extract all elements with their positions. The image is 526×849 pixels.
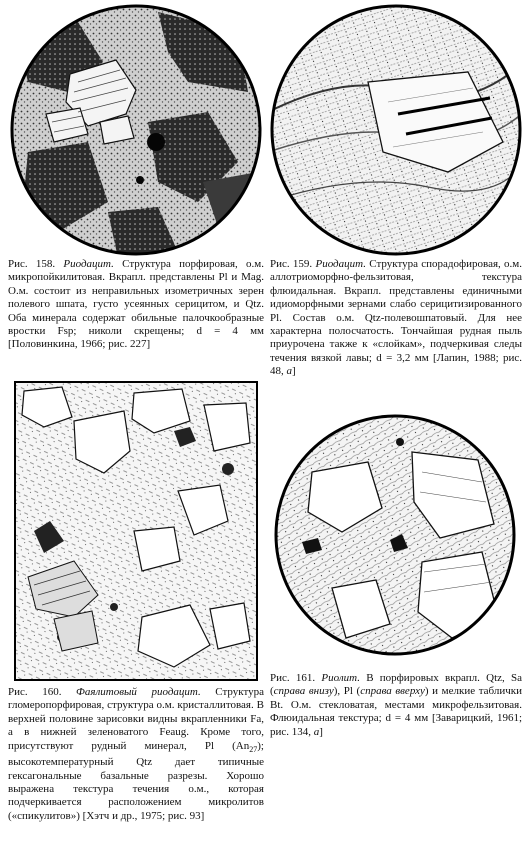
caption-159-end: ]: [292, 365, 296, 378]
caption-158: [8, 258, 264, 352]
caption-158-rock: Риодацит.: [63, 258, 114, 270]
figure-161-micrograph: [272, 412, 518, 658]
caption-161-t4: ]: [319, 725, 323, 738]
caption-161-i3: а: [313, 725, 320, 738]
caption-159-tail: а: [286, 365, 292, 378]
caption-161-t3: ) и мелкие таблички Bt. О.м. стекловатая, местами микрофельзитовая. Флюидальная текстура; d = 4 мм [Заварицкий, 1961; рис. 134,: [270, 685, 523, 738]
figure-160-drawing: [14, 381, 258, 681]
caption-160: [8, 686, 264, 823]
caption-161-t1: В порфировых вкрапл. Qtz, Sa (: [270, 672, 523, 698]
caption-161-i1: справа внизу: [273, 685, 334, 698]
caption-159: [270, 258, 522, 379]
caption-159-rock: Риодацит.: [315, 258, 366, 270]
caption-160-subscript: 27: [249, 744, 258, 754]
caption-160-prefix: Рис. 160.: [8, 686, 62, 698]
caption-159-prefix: Рис. 159.: [270, 258, 313, 270]
caption-161: [270, 672, 522, 739]
caption-160-rock: Фаялитовый риодацит.: [76, 686, 201, 698]
caption-161-prefix: Рис. 161.: [270, 672, 316, 684]
caption-158-text: Структура порфировая, о.м. микропойкилитовая. Вкрапл. представлены Pl и Mag. О.м. состоит из неправильных изометричных зерен полевого шпата, густо усеянных серицитом, и Qtz. Оба минерала содержат обильные палочкообразные вростки Fsp; николи скрещены; d = 4 мм [Половинкина, 1966; рис. 227]: [8, 258, 265, 351]
caption-159-text: Структура спорадофировая, о.м. аллотриоморфно-фельзитовая, текстура флюидальная. Вкрапл. представлены единичными идиоморфными зернами слабо серицитизированного Pl. Состав о.м. Qtz-полевошпатовый. Для нее характерна полосчатость. Тончайшая рудная пыль приурочена также к «слойкам», подчеркивая следы течения вязкой лавы; d = 3,2 мм [Лапин, 1988; рис. 48,: [270, 258, 523, 378]
caption-161-t2: ), Pl (: [333, 685, 361, 698]
caption-158-prefix: Рис. 158.: [8, 258, 56, 270]
caption-161-rock: Риолит.: [321, 672, 360, 684]
figure-159-micrograph: [268, 2, 524, 258]
caption-160-text-a: Структура гломеропорфировая, структура о.м. кристаллитовая. В верхней половине зарисовки видны вкрапленники Fa, а в нижней зеленоватого Feaug. Кроме того, присутствуют рудный минерал, Pl (An: [8, 686, 265, 752]
caption-160-text-b: ); высокотемпературный Qtz дает типичные гексагональные базальные разрезы. Хорошо выражена текстура течения о.м., которая подчеркивается расположением микролитов («спикулитов») [Хэтч и др., 1975; рис. 93]: [8, 739, 264, 822]
figure-158-micrograph: [8, 2, 264, 258]
caption-161-i2: справа вверху: [360, 685, 425, 698]
